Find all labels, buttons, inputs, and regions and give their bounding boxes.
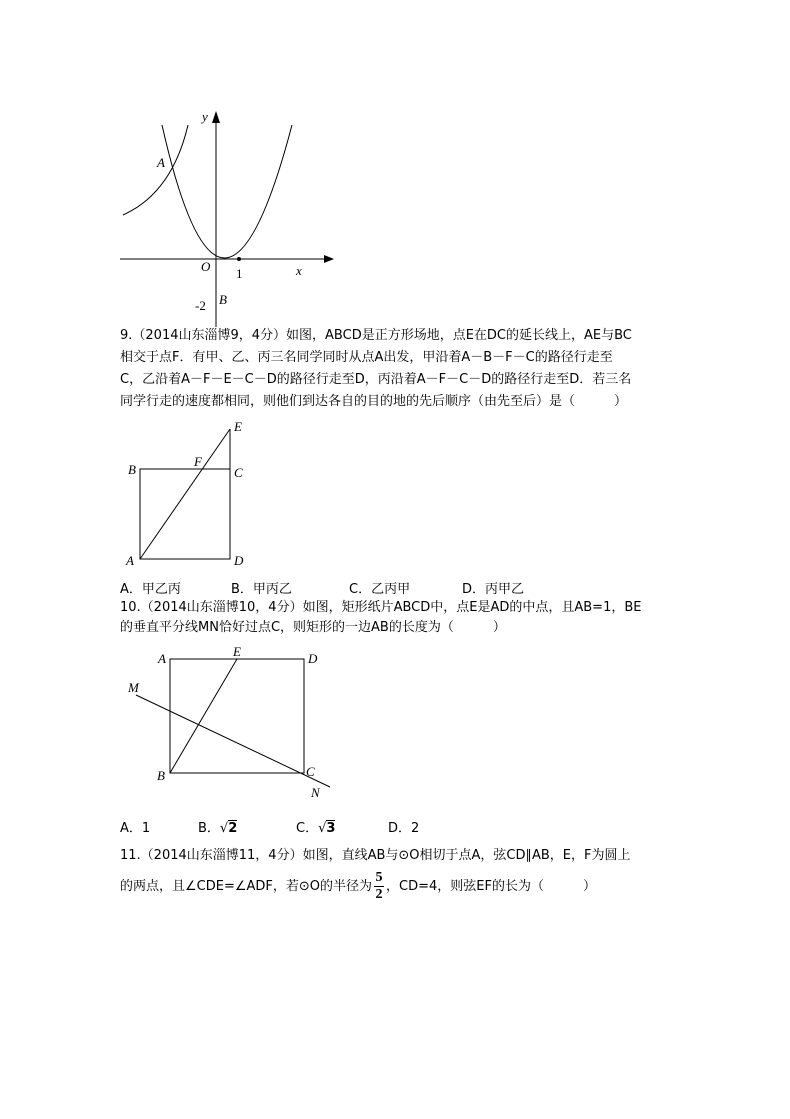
- q9-text-line-2: 相交于点F．有甲、乙、丙三名同学同时从点A出发，甲沿着A－B－F－C的路径行走至: [120, 350, 613, 365]
- q9-option-a[interactable]: A．甲乙丙: [120, 582, 181, 597]
- vertex-d-label: D: [234, 553, 244, 568]
- q10-option-a[interactable]: A．1: [120, 821, 151, 836]
- point-e-label: E: [233, 645, 241, 659]
- fraction-numerator: 5: [375, 870, 383, 885]
- q9-option-b[interactable]: B．甲丙乙: [231, 582, 292, 597]
- q11-text-line-2: [120, 871, 596, 902]
- x-axis-label: x: [296, 263, 302, 278]
- y-axis-arrow: [212, 111, 220, 123]
- tick-neg2-label: -2: [195, 298, 206, 313]
- q10-option-b[interactable]: [198, 817, 237, 836]
- rectangle-abcd: [170, 659, 304, 773]
- q9-text-line-4: 同学行走的速度都相同，则他们到达各自的目的地的先后顺序（由先至后）是（ ）: [120, 394, 628, 409]
- vertex-b-label: B: [128, 462, 136, 477]
- parabola-graph: [110, 105, 350, 330]
- q10-option-b-label: B．: [198, 821, 220, 836]
- vertex-a-label: A: [126, 553, 134, 568]
- q10-option-c-label: C．: [296, 821, 319, 836]
- q10-options: [120, 817, 480, 837]
- sqrt-icon: √: [219, 821, 229, 836]
- vertex-c-label: C: [306, 764, 315, 779]
- vertex-a-label: A: [158, 651, 166, 666]
- point-a-label: A: [157, 155, 165, 170]
- fraction-denominator: 2: [375, 887, 383, 902]
- point-f-label: F: [194, 454, 202, 469]
- parabola-curve: [162, 125, 292, 258]
- q10-option-c[interactable]: [296, 817, 335, 836]
- q9-option-d[interactable]: D．丙甲乙: [462, 582, 525, 597]
- tick-one-label: 1: [236, 266, 243, 281]
- q10-rectangle-figure: [120, 645, 340, 805]
- q9-text-line-3: C，乙沿着A－F－E－C－D的路径行走至D，丙沿着A－F－C－D的路径行走至D．若三名: [120, 372, 632, 387]
- origin-label: O: [201, 259, 211, 274]
- vertex-d-label: D: [308, 651, 318, 666]
- segment-ae: [140, 429, 230, 559]
- q9-text-line-1: 9.（2014山东淄博9，4分）如图，ABCD是正方形场地，点E在DC的延长线上，AE与BC: [120, 328, 632, 343]
- q9-square-figure: [120, 415, 260, 575]
- q10-text-line-2: 的垂直平分线MN恰好过点C，则矩形的一边AB的长度为（ ）: [120, 620, 506, 635]
- q11-text-line-1: 11.（2014山东淄博11，4分）如图，直线AB与⊙O相切于点A，弦CD∥AB，E，F为圆上: [120, 848, 631, 863]
- tick-point-one: [237, 257, 241, 261]
- q11-text-line-2-end: ，CD=4，则弦EF的长为（ ）: [386, 879, 596, 894]
- point-b-label: B: [219, 292, 227, 307]
- q10-option-c-radicand: 3: [326, 821, 336, 836]
- square-abcd: [140, 469, 230, 559]
- q10-option-b-radicand: 2: [228, 821, 238, 836]
- q9-option-c[interactable]: C．乙丙甲: [349, 582, 411, 597]
- vertex-c-label: C: [234, 465, 243, 480]
- x-axis-arrow: [324, 255, 334, 263]
- q11-text-line-2-start: 的两点，且∠CDE=∠ADF，若⊙O的半径为: [120, 879, 373, 894]
- q10-option-d[interactable]: D．2: [388, 821, 420, 836]
- y-axis-label: y: [202, 109, 208, 124]
- q10-text-line-1: 10.（2014山东淄博10，4分）如图，矩形纸片ABCD中，点E是AD的中点，且AB=1，BE: [120, 600, 642, 615]
- point-e-label: E: [234, 419, 242, 434]
- point-n-label: N: [311, 785, 320, 800]
- radius-fraction: [374, 871, 384, 902]
- vertex-b-label: B: [157, 768, 165, 783]
- q9-options: [120, 578, 680, 596]
- hyperbola-branch: [123, 125, 188, 215]
- point-m-label: M: [128, 680, 139, 695]
- sqrt-icon: √: [318, 821, 327, 836]
